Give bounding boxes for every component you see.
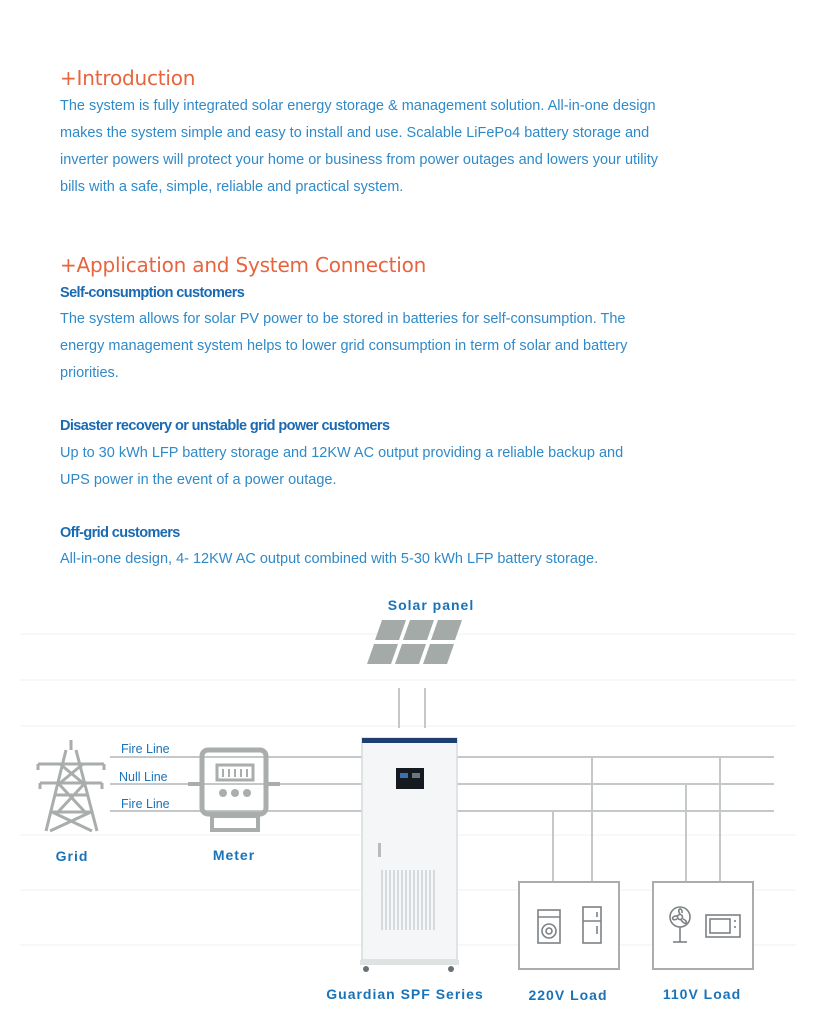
wheel-icon <box>448 966 454 972</box>
solar-cable <box>399 688 425 728</box>
load-220v-label: 220V Load <box>528 987 608 1003</box>
off-grid-paragraph <box>60 546 598 573</box>
text-line: The system allows for solar PV power to be stored in batteries for self-consumption. The <box>60 311 626 327</box>
guardian-spf-cabinet <box>360 738 459 972</box>
introduction-heading: +Introduction <box>60 66 196 90</box>
grid-label: Grid <box>55 848 89 864</box>
disaster-recovery-title: Disaster recovery or unstable grid power customers <box>60 418 390 434</box>
control-display-icon <box>396 768 424 789</box>
text-line: All-in-one design, 4- 12KW AC output combined with 5-30 kWh LFP battery storage. <box>60 551 599 567</box>
text-line: Up to 30 kWh LFP battery storage and 12KW AC output providing a reliable backup and <box>60 445 624 461</box>
text-line: bills with a safe, simple, reliable and practical system. <box>60 179 404 195</box>
product-label: Guardian SPF Series <box>326 986 484 1002</box>
disaster-recovery-paragraph <box>60 440 623 494</box>
text-line: The system is fully integrated solar energy storage & management solution. All-in-one design <box>60 98 656 114</box>
fire-line-label-1: Fire Line <box>121 742 170 756</box>
text-line: makes the system simple and easy to install and use. Scalable LiFePo4 battery storage and <box>60 125 650 141</box>
load-110v-label: 110V Load <box>662 986 742 1002</box>
load-220v-box <box>519 882 619 969</box>
text-line: UPS power in the event of a power outage. <box>60 472 337 488</box>
text-line: inverter powers will protect your home or business from power outages and lowers your utility <box>60 152 658 168</box>
application-heading: +Application and System Connection <box>60 253 427 277</box>
text-line: energy management system helps to lower grid consumption in term of solar and battery <box>60 338 628 354</box>
cabinet-handle-icon <box>378 843 381 857</box>
wheel-icon <box>363 966 369 972</box>
off-grid-title: Off-grid customers <box>60 525 180 541</box>
system-connection-diagram <box>0 590 816 1016</box>
transmission-tower-icon <box>38 740 104 831</box>
text-line: priorities. <box>60 365 119 381</box>
meter-label: Meter <box>212 847 256 863</box>
self-consumption-paragraph <box>60 306 627 387</box>
solar-panel-icon <box>367 620 474 664</box>
introduction-paragraph <box>60 93 658 201</box>
self-consumption-title: Self-consumption customers <box>60 285 245 301</box>
fire-line-label-2: Fire Line <box>121 797 170 811</box>
solar-panel-label: Solar panel <box>387 597 475 613</box>
load-110v-box <box>653 882 753 969</box>
meter-icon <box>188 750 280 830</box>
null-line-label: Null Line <box>119 770 168 784</box>
